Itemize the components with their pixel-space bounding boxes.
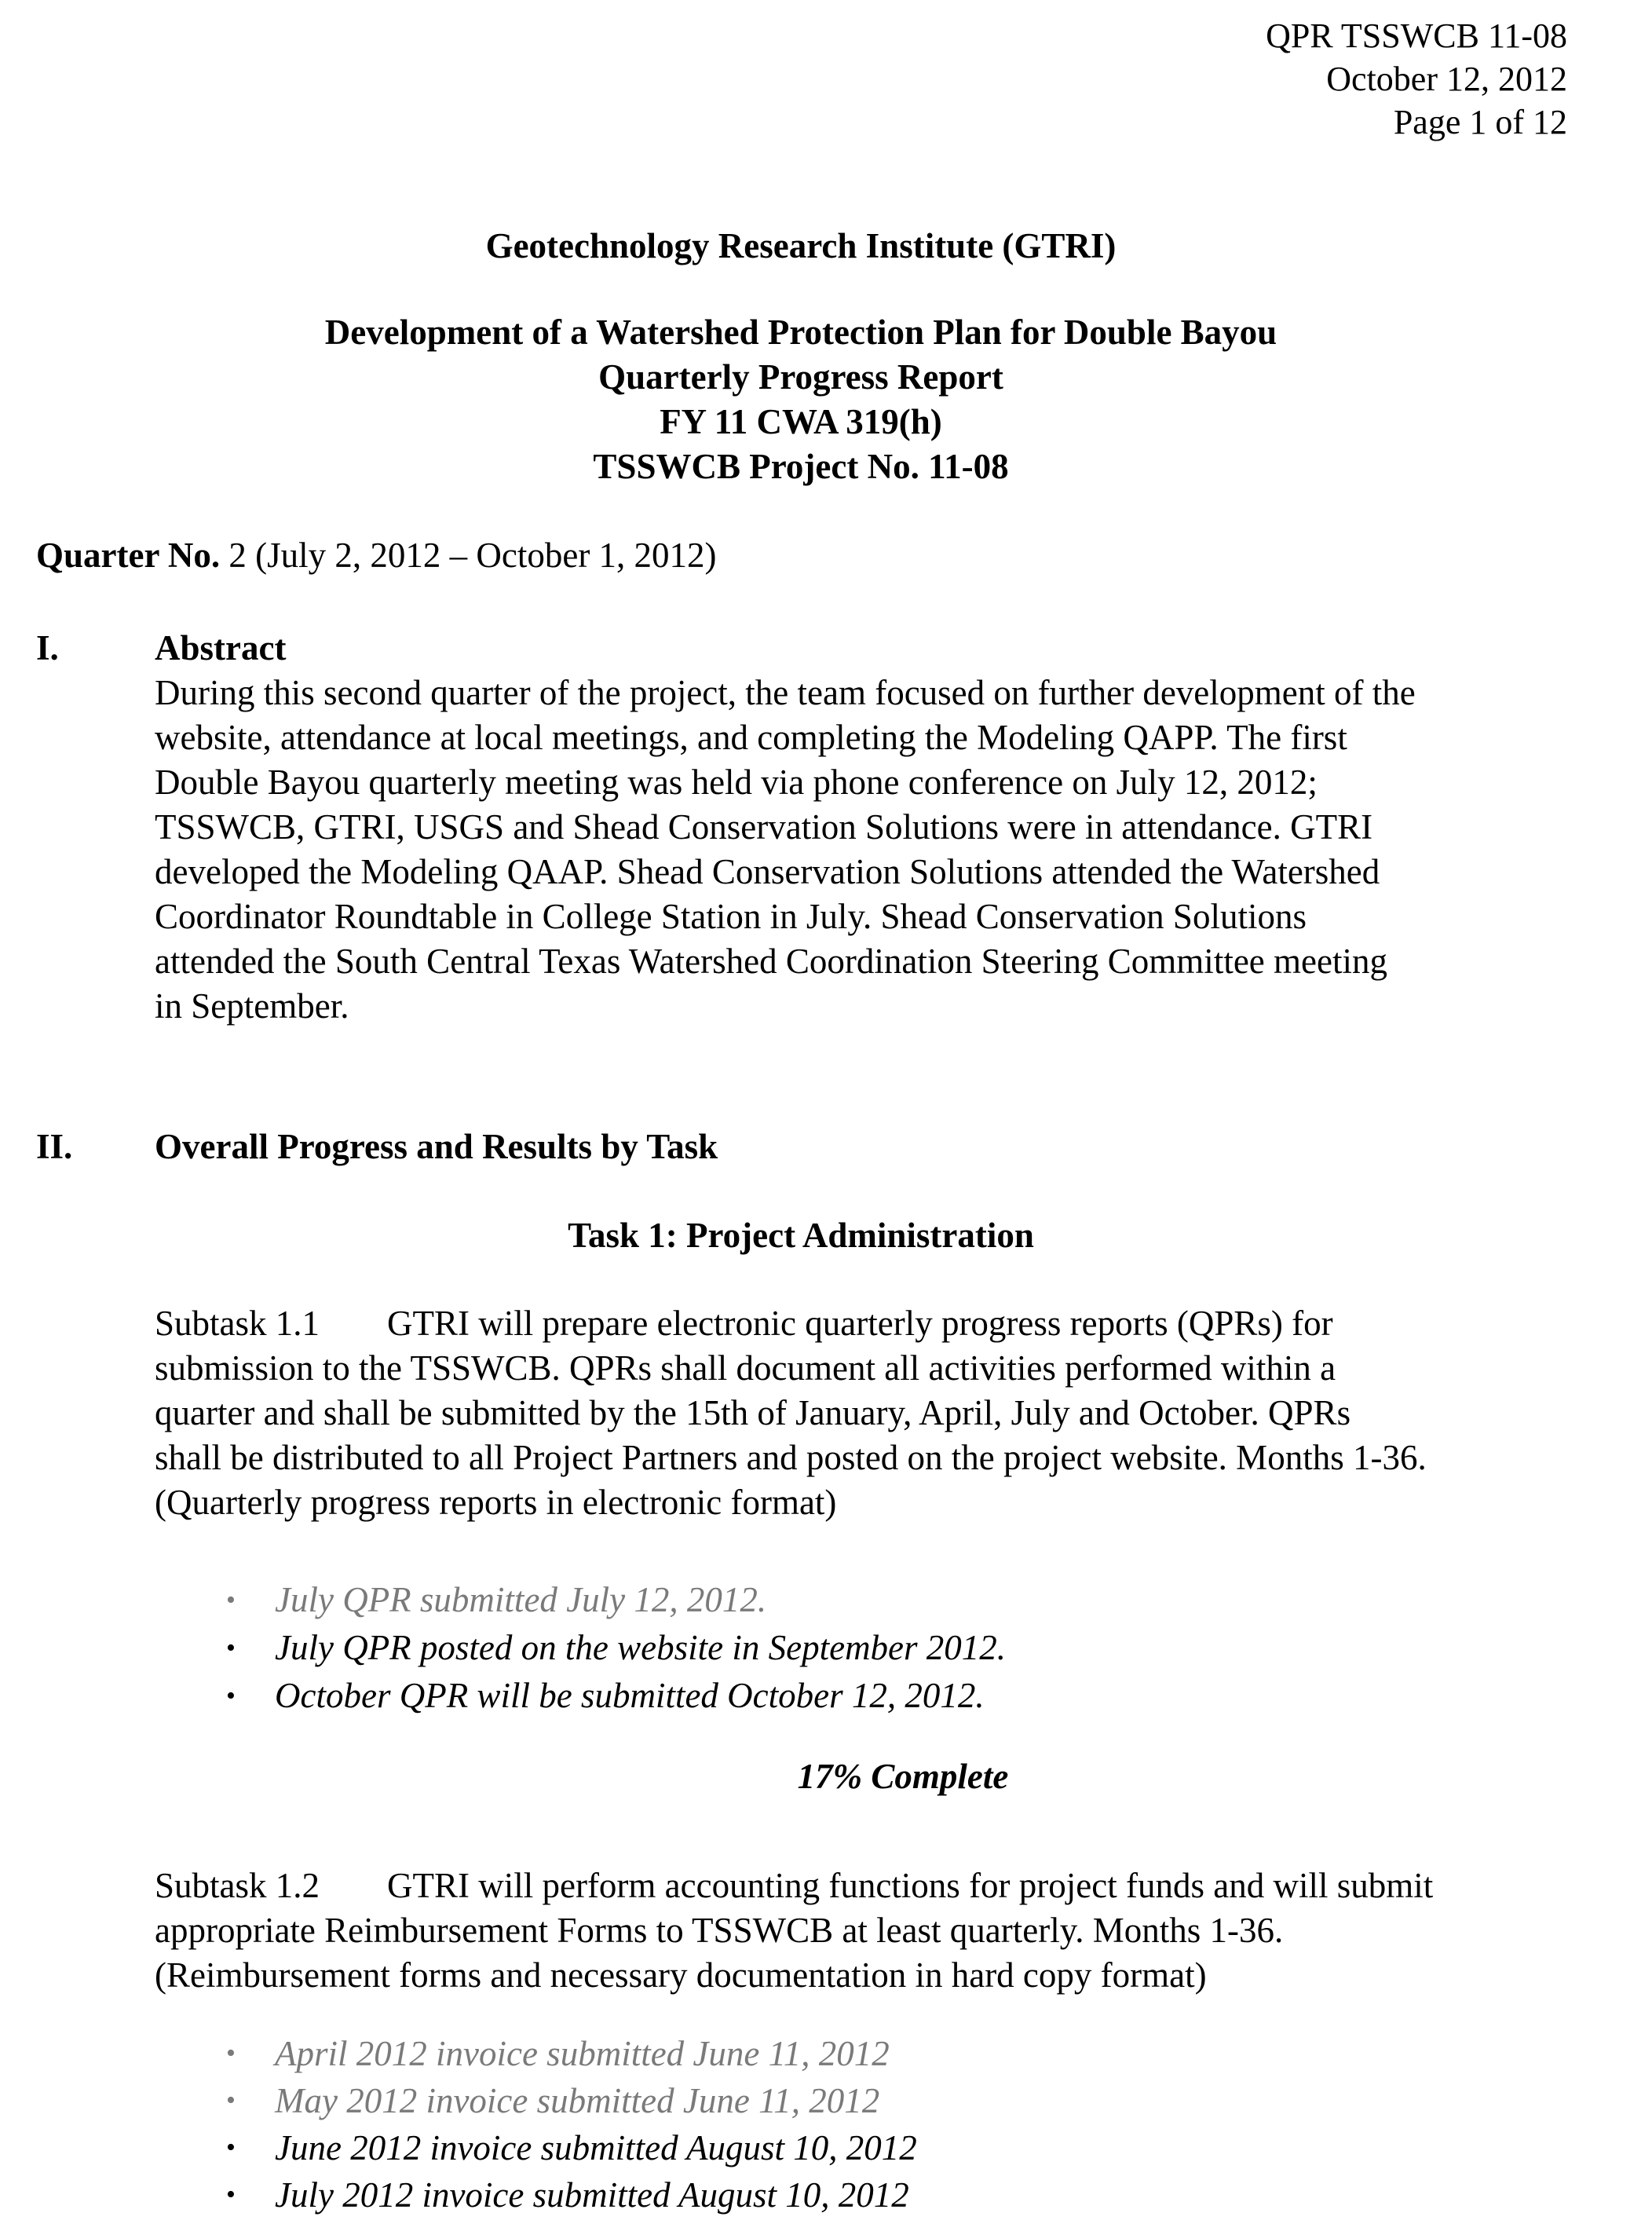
paragraph-line: Double Bayou quarterly meeting was held via phone conference on July 12, 2012;: [155, 763, 1318, 802]
project-number-title: TSSWCB Project No. 11-08: [593, 447, 1009, 486]
bullet-icon: •: [226, 2039, 236, 2068]
paragraph-line: appropriate Reimbursement Forms to TSSWCB at least quarterly. Months 1-36.: [155, 1911, 1284, 1950]
bullet-icon: •: [226, 2180, 236, 2209]
list-item: [226, 2124, 917, 2171]
list-item-text: June 2012 invoice submitted August 10, 2012: [275, 2128, 917, 2167]
report-date: October 12, 2012: [1326, 60, 1567, 98]
paragraph-line: quarter and shall be submitted by the 15th of January, April, July and October. QPRs: [155, 1393, 1351, 1432]
project-title: Development of a Watershed Protection Plan for Double Bayou: [324, 313, 1277, 352]
paragraph-line: submission to the TSSWCB. QPRs shall document all activities performed within a: [155, 1348, 1336, 1388]
completion-status: 17% Complete: [797, 1757, 1009, 1796]
report-id: QPR TSSWCB 11-08: [1266, 16, 1567, 55]
subtask-1-1-paragraph: [155, 1301, 1568, 1525]
bullet-icon: •: [226, 1586, 236, 1615]
paragraph-line: [155, 1864, 1568, 1908]
paragraph-line: in September.: [155, 986, 349, 1026]
list-item-text: April 2012 invoice submitted June 11, 2012: [275, 2034, 890, 2073]
paragraph-line: (Reimbursement forms and necessary documentation in hard copy format): [155, 1955, 1207, 1995]
document-header: [1266, 14, 1567, 144]
project-title-block: [0, 310, 1602, 489]
subtask-first-line: GTRI will perform accounting functions for project funds and will submit: [387, 1866, 1434, 1905]
list-item-text: October QPR will be submitted October 12, 2012.: [275, 1676, 985, 1715]
abstract-paragraph: [155, 671, 1568, 1029]
list-item-text: July QPR posted on the website in September 2012.: [275, 1628, 1007, 1667]
paragraph-line: (Quarterly progress reports in electronic format): [155, 1483, 837, 1522]
list-item: [226, 1624, 1007, 1672]
task-title: Task 1: Project Administration: [568, 1216, 1034, 1255]
paragraph-line: developed the Modeling QAAP. Shead Conservation Solutions attended the Watershed: [155, 852, 1380, 891]
fiscal-year-title: FY 11 CWA 319(h): [660, 402, 942, 441]
subtask-1-1-bullet-list: [226, 1576, 1007, 1720]
paragraph-line: attended the South Central Texas Watershed Coordination Steering Committee meeting: [155, 942, 1387, 981]
paragraph-line: website, attendance at local meetings, and completing the Modeling QAPP. The first: [155, 718, 1347, 757]
list-item: [226, 2030, 917, 2077]
paragraph-line: Coordinator Roundtable in College Station in July. Shead Conservation Solutions: [155, 897, 1307, 936]
list-item: [226, 2171, 917, 2219]
subtask-label: Subtask 1.1: [155, 1304, 320, 1343]
list-item: [226, 1576, 1006, 1624]
paragraph-line: [155, 1301, 1568, 1346]
list-item-text: July 2012 invoice submitted August 10, 2012: [275, 2175, 909, 2215]
paragraph-line: TSSWCB, GTRI, USGS and Shead Conservation Solutions were in attendance. GTRI: [155, 807, 1373, 847]
quarter-label: Quarter No.: [36, 536, 221, 575]
institute-title: Geotechnology Research Institute (GTRI): [485, 226, 1117, 265]
section-heading-abstract: [36, 626, 286, 671]
list-item-text: May 2012 invoice submitted June 11, 2012: [275, 2081, 880, 2120]
quarter-line: [36, 533, 717, 578]
quarter-value: 2 (July 2, 2012 – October 1, 2012): [228, 536, 717, 575]
report-type-title: Quarterly Progress Report: [598, 357, 1003, 397]
paragraph-line: shall be distributed to all Project Partners and posted on the project website. Months 1-36.: [155, 1438, 1427, 1477]
page-number: Page 1 of 12: [1393, 103, 1567, 141]
subtask-1-2-bullet-list: [226, 2030, 917, 2219]
list-item: [226, 2077, 917, 2124]
paragraph-line: During this second quarter of the project, the team focused on further development of the: [155, 673, 1416, 712]
section-number: II.: [36, 1127, 73, 1166]
section-number: I.: [36, 628, 59, 668]
subtask-label: Subtask 1.2: [155, 1866, 320, 1905]
subtask-1-2-paragraph: [155, 1864, 1568, 1998]
section-title: Abstract: [155, 628, 287, 668]
section-title: Overall Progress and Results by Task: [155, 1127, 718, 1166]
bullet-icon: •: [226, 2086, 236, 2115]
subtask-first-line: GTRI will prepare electronic quarterly progress reports (QPRs) for: [387, 1304, 1333, 1343]
list-item-text: July QPR submitted July 12, 2012.: [275, 1580, 767, 1619]
section-heading-progress: [36, 1125, 718, 1169]
bullet-icon: •: [226, 2133, 236, 2162]
bullet-icon: •: [226, 1681, 236, 1710]
list-item: [226, 1672, 1006, 1720]
bullet-icon: •: [226, 1633, 236, 1663]
